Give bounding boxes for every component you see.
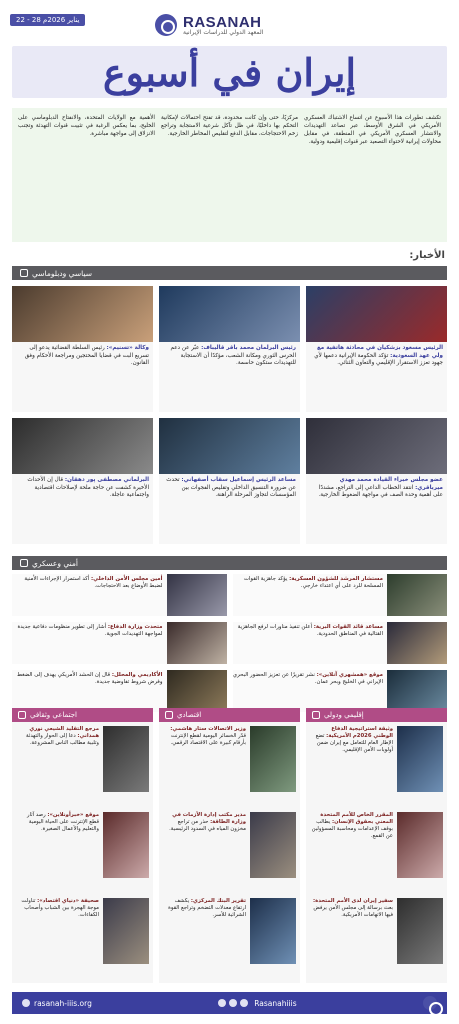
- politics-card-title: البرلماني مصطفى پور دهقان:: [64, 477, 149, 483]
- regional-item-title: وثيقة استراتيجية الدفاع الوطني 2026م الأمريكية:: [326, 726, 393, 739]
- security-item-text: [12, 670, 163, 712]
- security-item-title: مستشار المرشد للشؤون العسكرية:: [289, 576, 383, 582]
- regional-column: [306, 708, 447, 983]
- news-heading: الأخبار:: [409, 250, 445, 261]
- economy-item[interactable]: [159, 894, 300, 980]
- brand-text: [183, 14, 263, 36]
- regional-photo: [397, 726, 443, 792]
- web-icon: [22, 999, 30, 1007]
- economy-item-text: [163, 898, 246, 976]
- regional-item-body: تضع الإطار العام للتعامل مع إيران ضمن أولويات الأمن الإقليمي.: [315, 733, 393, 753]
- security-item[interactable]: [12, 670, 227, 712]
- intro-col-right: تكشف تطورات هذا الأسبوع عن اتساع الاشتباك العسكري الأمريكي في الشرق الأوسط، عبر تصاعد التهديدات والانتشار العسكري الأمريكي في المنطقة، في مقابل محاولات إيرانية لاحتواء التصعيد عبر قنوات إقليمية ودولية.: [304, 115, 441, 145]
- security-item-text: [12, 622, 163, 664]
- economy-item-title: وزير الاتصالات ستار هاشمي:: [170, 726, 246, 732]
- security-item-title: الأكاديمي والمحلل:: [111, 672, 163, 678]
- politics-card-title: مساعد الرئيس إسماعيل سقاب أصفهاني:: [181, 477, 296, 483]
- economy-label: اقتصادي: [177, 711, 202, 719]
- date-badge: 22 - 28 يناير 2026م: [10, 14, 85, 26]
- culture-item-text: [16, 812, 99, 890]
- security-item-body: قال إن الحشد الأمريكي يهدف إلى الضغط وفرض شروط تفاوضية جديدة.: [17, 672, 163, 685]
- politics-photo: [306, 286, 447, 342]
- intro-col-mid: مركزيًا، حتى وإن كانت محدودة، قد تفتح احتمالات لإمكانية التحكم بها داخليًا، في ظل تآكل شرعية الاستجابة وتراجع زخم الاحتجاجات، مقابل الدفع لتقليص المخاطر الخارجية.: [161, 115, 298, 137]
- security-icon: [20, 559, 28, 567]
- footer-site[interactable]: [22, 999, 92, 1008]
- security-item-text: [233, 622, 384, 664]
- politics-card-body: تؤكد الحكومة الإيرانية دعمها لأي جهود تعزز الاستقرار الإقليمي والتعاون الثنائي.: [314, 352, 443, 367]
- politics-card-title: الرئيس مسعود بزشكيان في محادثة هاتفية مع ولي عهد السعودية:: [316, 345, 443, 359]
- regional-item-text: [310, 898, 393, 976]
- footer-handle: Rasanahiiis: [254, 998, 297, 1008]
- politics-card[interactable]: [159, 286, 300, 412]
- politics-photo: [159, 418, 300, 474]
- security-item-body: أكد استمرار الإجراءات الأمنية لضبط الأوضاع بعد الاحتجاجات.: [24, 576, 163, 589]
- economy-item-text: [163, 726, 246, 804]
- instagram-icon: [229, 999, 237, 1007]
- security-photo: [387, 574, 447, 616]
- politics-grid: [12, 286, 447, 544]
- regional-item-body: يطالب بوقف الإعدامات ومحاسبة المسؤولين عن القمع.: [311, 819, 393, 839]
- security-item[interactable]: [233, 670, 448, 712]
- security-photo: [167, 670, 227, 712]
- brand-header: [155, 8, 315, 42]
- economy-item[interactable]: [159, 722, 300, 808]
- politics-card-body: قال إن الأحداث الأخيرة كشفت عن حاجة ملحة لإصلاحات اقتصادية واجتماعية عاجلة.: [27, 477, 149, 499]
- security-item-body: أشار إلى تطوير منظومات دفاعية جديدة لمواجهة التهديدات الجوية.: [17, 624, 163, 637]
- economy-header: [159, 708, 300, 722]
- economy-item-title: تقرير البنك المركزي:: [190, 898, 246, 904]
- politics-card-text: [159, 474, 300, 503]
- culture-item[interactable]: [12, 894, 153, 980]
- footer: [12, 992, 447, 1014]
- rasanah-logo-icon: [155, 14, 177, 36]
- security-item[interactable]: [12, 622, 227, 664]
- economy-item-text: [163, 812, 246, 890]
- politics-card-body: عبّر عن دعم الحرس الثوري ومكانة الشعب، مؤكدًا أن الاستجابة للتهديدات ستكون حاسمة.: [170, 345, 296, 367]
- politics-card[interactable]: [12, 286, 153, 412]
- security-item-text: [233, 670, 384, 712]
- economy-item[interactable]: [159, 808, 300, 894]
- regional-photo: [397, 898, 443, 964]
- economy-photo: [250, 812, 296, 878]
- globe-icon: [312, 711, 320, 719]
- chart-icon: [165, 711, 173, 719]
- economy-item-title: مدير مكتب إدارة الأزمات في وزارة الطاقة:: [172, 812, 246, 825]
- regional-photo: [397, 812, 443, 878]
- regional-item-text: [310, 726, 393, 804]
- regional-item-title: المقرر الخاص للأمم المتحدة المعني بحقوق الإنسان:: [320, 812, 393, 825]
- security-photo: [387, 622, 447, 664]
- bottom-columns: [12, 708, 447, 983]
- section-politics-header: [12, 266, 447, 280]
- footer-social[interactable]: [218, 999, 296, 1008]
- culture-photo: [103, 812, 149, 878]
- politics-card[interactable]: [306, 418, 447, 544]
- security-item-title: موقع «همشهري آنلاين»:: [316, 672, 383, 678]
- title-banner: [12, 46, 447, 98]
- security-item-body: يؤكد جاهزية القوات المسلحة للرد على أي اعتداء خارجي.: [243, 576, 383, 589]
- security-item-body: نشر تقريرًا عن تعزيز الحضور البحري الإيراني في الخليج وبحر عمان.: [232, 672, 383, 685]
- economy-item-body: قدّر الخسائر اليومية لقطع الإنترنت بأرقام كبيرة على الاقتصاد الرقمي.: [170, 733, 246, 746]
- regional-item-body: بعث برسالة إلى مجلس الأمن يرفض فيها الاتهامات الأمريكية.: [313, 905, 393, 918]
- security-item-text: [233, 574, 384, 616]
- security-photo: [387, 670, 447, 712]
- security-grid: [12, 574, 447, 712]
- culture-column: [12, 708, 153, 983]
- security-item-title: أمين مجلس الأمن الداخلي:: [91, 576, 163, 582]
- politics-card-text: [12, 342, 153, 371]
- culture-item-title: مرجع التقليد الشيعي نوري همداني:: [29, 726, 99, 739]
- politics-card-body: انتقد الخطاب الداعي إلى التراجع، مشددًا على أهمية وحدة الصف في مواجهة الضغوط الخارجية.: [318, 484, 443, 499]
- culture-item-text: [16, 898, 99, 976]
- economy-item-body: حذر من تراجع مخزون المياه في السدود الرئيسية.: [169, 819, 246, 832]
- regional-item-text: [310, 812, 393, 890]
- regional-item[interactable]: [306, 722, 447, 808]
- x-icon: [218, 999, 226, 1007]
- brand-subtitle: المعهد الدولي للدراسات الإيرانية: [183, 29, 264, 36]
- security-item[interactable]: [233, 574, 448, 616]
- regional-item-title: سفير إيران لدى الأمم المتحدة:: [312, 898, 393, 904]
- security-item-title: مساعد قائد القوات البرية:: [313, 624, 383, 630]
- culture-item-text: [16, 726, 99, 804]
- politics-card[interactable]: [12, 418, 153, 544]
- security-item-body: أعلن تنفيذ مناورات لرفع الجاهزية القتالية في المناطق الحدودية.: [237, 624, 383, 637]
- politics-card-title: عضو مجلس خبراء القيادة محمد مهدي ميرباقري:: [339, 477, 443, 491]
- people-icon: [18, 711, 26, 719]
- culture-item-body: تناولت موجة الهجرة بين الشباب وأصحاب الكفاءات.: [21, 898, 99, 918]
- page-title: إيران في أسبوع: [102, 50, 357, 95]
- politics-photo: [12, 418, 153, 474]
- intro-block: [12, 108, 447, 242]
- politics-card-text: [12, 474, 153, 503]
- politics-card-title: رئيس البرلمان محمد باقر قاليباف:: [201, 345, 296, 351]
- culture-item-body: دعا إلى الحوار والتهدئة وتلبية مطالب الناس المشروعة.: [26, 733, 99, 746]
- economy-photo: [250, 898, 296, 964]
- youtube-icon: [240, 999, 248, 1007]
- economy-photo: [250, 726, 296, 792]
- economy-item-body: يكشف ارتفاع معدلات التضخم وتراجع القوة الشرائية للأسر.: [168, 898, 246, 918]
- rasanah-logo-icon: [423, 996, 437, 1010]
- culture-item-body: رصد آثار قطع الإنترنت على الحياة اليومية والتعليم والأعمال الصغيرة.: [27, 812, 99, 832]
- brand-name: RASANAH: [183, 14, 262, 31]
- politics-card[interactable]: [306, 286, 447, 412]
- culture-item-title: موقع «خبرأونلاين»:: [47, 812, 99, 818]
- culture-item[interactable]: [12, 722, 153, 808]
- culture-item[interactable]: [12, 808, 153, 894]
- politics-card-text: [306, 474, 447, 503]
- economy-column: [159, 708, 300, 983]
- politics-card[interactable]: [159, 418, 300, 544]
- security-item-title: متحدث وزارة الدفاع:: [107, 624, 163, 630]
- politics-card-text: [159, 342, 300, 371]
- regional-item[interactable]: [306, 894, 447, 980]
- politics-card-body: تحدث عن ضرورة التنسيق الداخلي وتقليص الفجوات بين المؤسسات لتجاوز المرحلة الراهنة.: [166, 477, 296, 499]
- culture-photo: [103, 898, 149, 964]
- security-item[interactable]: [233, 622, 448, 664]
- politics-icon: [20, 269, 28, 277]
- footer-site-text: rasanah-iiis.org: [34, 998, 92, 1008]
- security-item-text: [12, 574, 163, 616]
- security-item[interactable]: [12, 574, 227, 616]
- politics-card-body: رئيس السلطة القضائية يدعو إلى تسريع البت في قضايا المحتجين ومراجعة الأحكام وفق القانون.: [24, 345, 149, 367]
- regional-header: [306, 708, 447, 722]
- politics-photo: [159, 286, 300, 342]
- section-security-label: أمني وعسكري: [32, 558, 78, 568]
- section-security-header: [12, 556, 447, 570]
- politics-photo: [306, 418, 447, 474]
- social-icons: [218, 999, 248, 1007]
- section-politics-label: سياسي ودبلوماسي: [32, 268, 92, 278]
- culture-label: اجتماعي وثقافي: [30, 711, 77, 719]
- security-photo: [167, 574, 227, 616]
- politics-photo: [12, 286, 153, 342]
- politics-card-text: [306, 342, 447, 371]
- regional-label: إقليمي ودولي: [324, 711, 364, 719]
- intro-col-left: الأهمية مع الولايات المتحدة، والانفتاح الدبلوماسي على الخليج، بما يعكس الرغبة في تثبيت قنوات التهدئة وتجنب الانزلاق إلى مواجهة مباشرة.: [18, 115, 155, 137]
- culture-photo: [103, 726, 149, 792]
- politics-card-title: وكالة «تسنيم»:: [106, 345, 149, 351]
- culture-header: [12, 708, 153, 722]
- culture-item-title: صحيفة «دنياي اقتصاد»:: [37, 898, 99, 904]
- regional-item[interactable]: [306, 808, 447, 894]
- security-photo: [167, 622, 227, 664]
